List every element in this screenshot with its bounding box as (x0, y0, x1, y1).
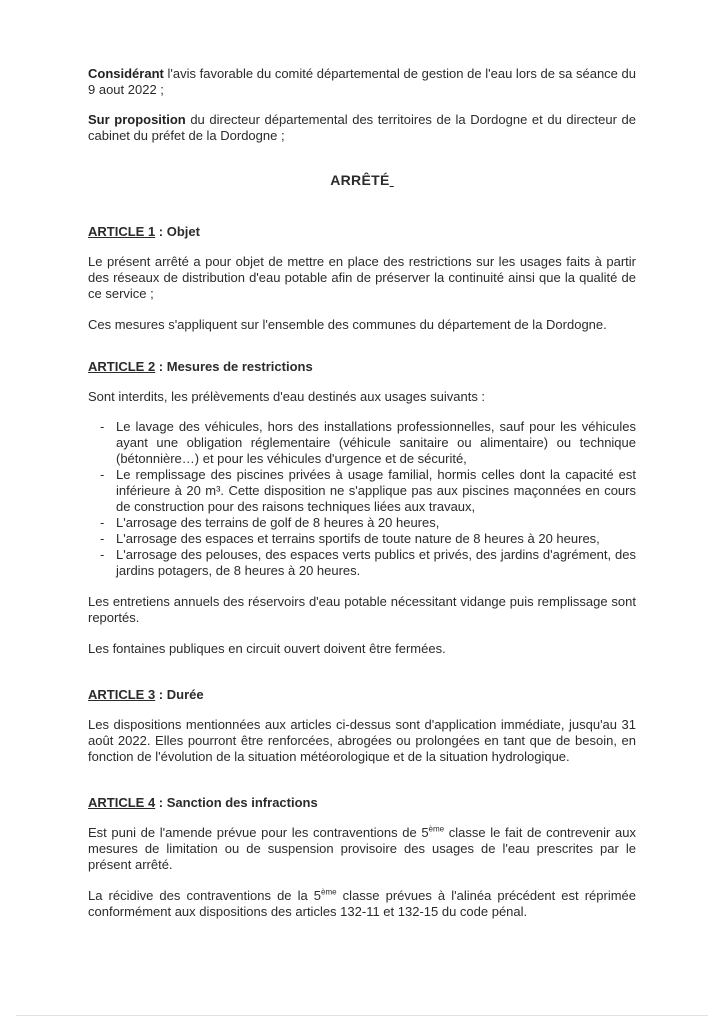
scan-edge-line (16, 1015, 708, 1016)
article-2-number: ARTICLE 2 (88, 359, 156, 374)
article-3-heading: ARTICLE 3 : Durée (88, 687, 204, 702)
document-body (88, 66, 636, 920)
article-1-paragraph-1: Le présent arrêté a pour objet de mettre en place des restrictions sur les usages faits à partir des réseaux de distribution d'eau potable afin de préserver la continuité ainsi que la qualité de ce service ; (88, 254, 636, 301)
considerant-paragraph (88, 66, 636, 98)
considerant-text: l'avis favorable du comité départemental de gestion de l'eau lors de sa séance du 9 aout 2022 ; (88, 66, 636, 97)
proposition-label: Sur proposition (88, 112, 186, 127)
article-1-number: ARTICLE 1 (88, 224, 156, 239)
list-item: - Le lavage des véhicules, hors des installations professionnelles, sauf pour les véhicules ayant une obligation réglementaire (véhicule sanitaire ou alimentaire) ou technique (bétonnière…) et pour les véhicules d'urgence et de sécurité, (100, 419, 636, 466)
article-4-name: Sanction des infractions (166, 795, 318, 810)
article-1-paragraph-2: Ces mesures s'appliquent sur l'ensemble des communes du département de la Dordogne. (88, 317, 607, 332)
article-2-paragraph-after-1: Les entretiens annuels des réservoirs d'eau potable nécessitant vidange puis remplissage sont reportés. (88, 594, 636, 625)
article-3-name: Durée (166, 687, 204, 702)
article-2-heading: ARTICLE 2 : Mesures de restrictions (88, 359, 313, 374)
proposition-text: du directeur départemental des territoires de la Dordogne et du directeur de cabinet du préfet de la Dordogne ; (88, 112, 636, 143)
decree-title: ARRÊTÉ (330, 172, 390, 188)
article-4-paragraph-2: La récidive des contraventions de la 5ème classe prévues à l'alinéa précédent est réprimée conformément aux dispositions des articles 132-11 et 132-15 du code pénal. (88, 887, 636, 919)
article-3-number: ARTICLE 3 (88, 687, 156, 702)
list-item: - L'arrosage des pelouses, des espaces verts publics et privés, des jardins d'agrément, des jardins potagers, de 8 heures à 20 heures. (100, 547, 636, 578)
article-4-paragraph-1: Est puni de l'amende prévue pour les contraventions de 5ème classe le fait de contrevenir aux mesures de limitation ou de suspension provisoire des usages de l'eau prescrites par le présent arrêté. (88, 824, 636, 872)
article-2-name: Mesures de restrictions (166, 359, 313, 374)
article-4-number: ARTICLE 4 (88, 795, 156, 810)
article-1-name: Objet (166, 224, 200, 239)
list-item: - L'arrosage des terrains de golf de 8 heures à 20 heures, (100, 515, 440, 530)
article-2-intro: Sont interdits, les prélèvements d'eau destinés aux usages suivants : (88, 389, 486, 404)
article-1-heading: ARTICLE 1 : Objet (88, 224, 200, 239)
list-item: - Le remplissage des piscines privées à usage familial, hormis celles dont la capacité est inférieure à 20 m³. Cette disposition ne s'applique pas aux piscines maçonnées en cours de construction pour des raisons techniques liées aux travaux, (100, 467, 636, 514)
restrictions-list (88, 419, 636, 579)
article-2-paragraph-after-2: Les fontaines publiques en circuit ouvert doivent être fermées. (88, 641, 446, 656)
proposition-paragraph (88, 112, 636, 144)
list-item: - L'arrosage des espaces et terrains sportifs de toute nature de 8 heures à 20 heures, (100, 531, 600, 546)
considerant-label: Considérant (88, 66, 164, 81)
article-3-paragraph-1: Les dispositions mentionnées aux articles ci-dessus sont d'application immédiate, jusqu'au 31 août 2022. Elles pourront être renforcées, abrogées ou prolongées en tant que de besoin, en fonction de l'évolution de la situation météorologique et de la situation hydrologique. (88, 717, 636, 764)
article-4-heading: ARTICLE 4 : Sanction des infractions (88, 795, 318, 810)
